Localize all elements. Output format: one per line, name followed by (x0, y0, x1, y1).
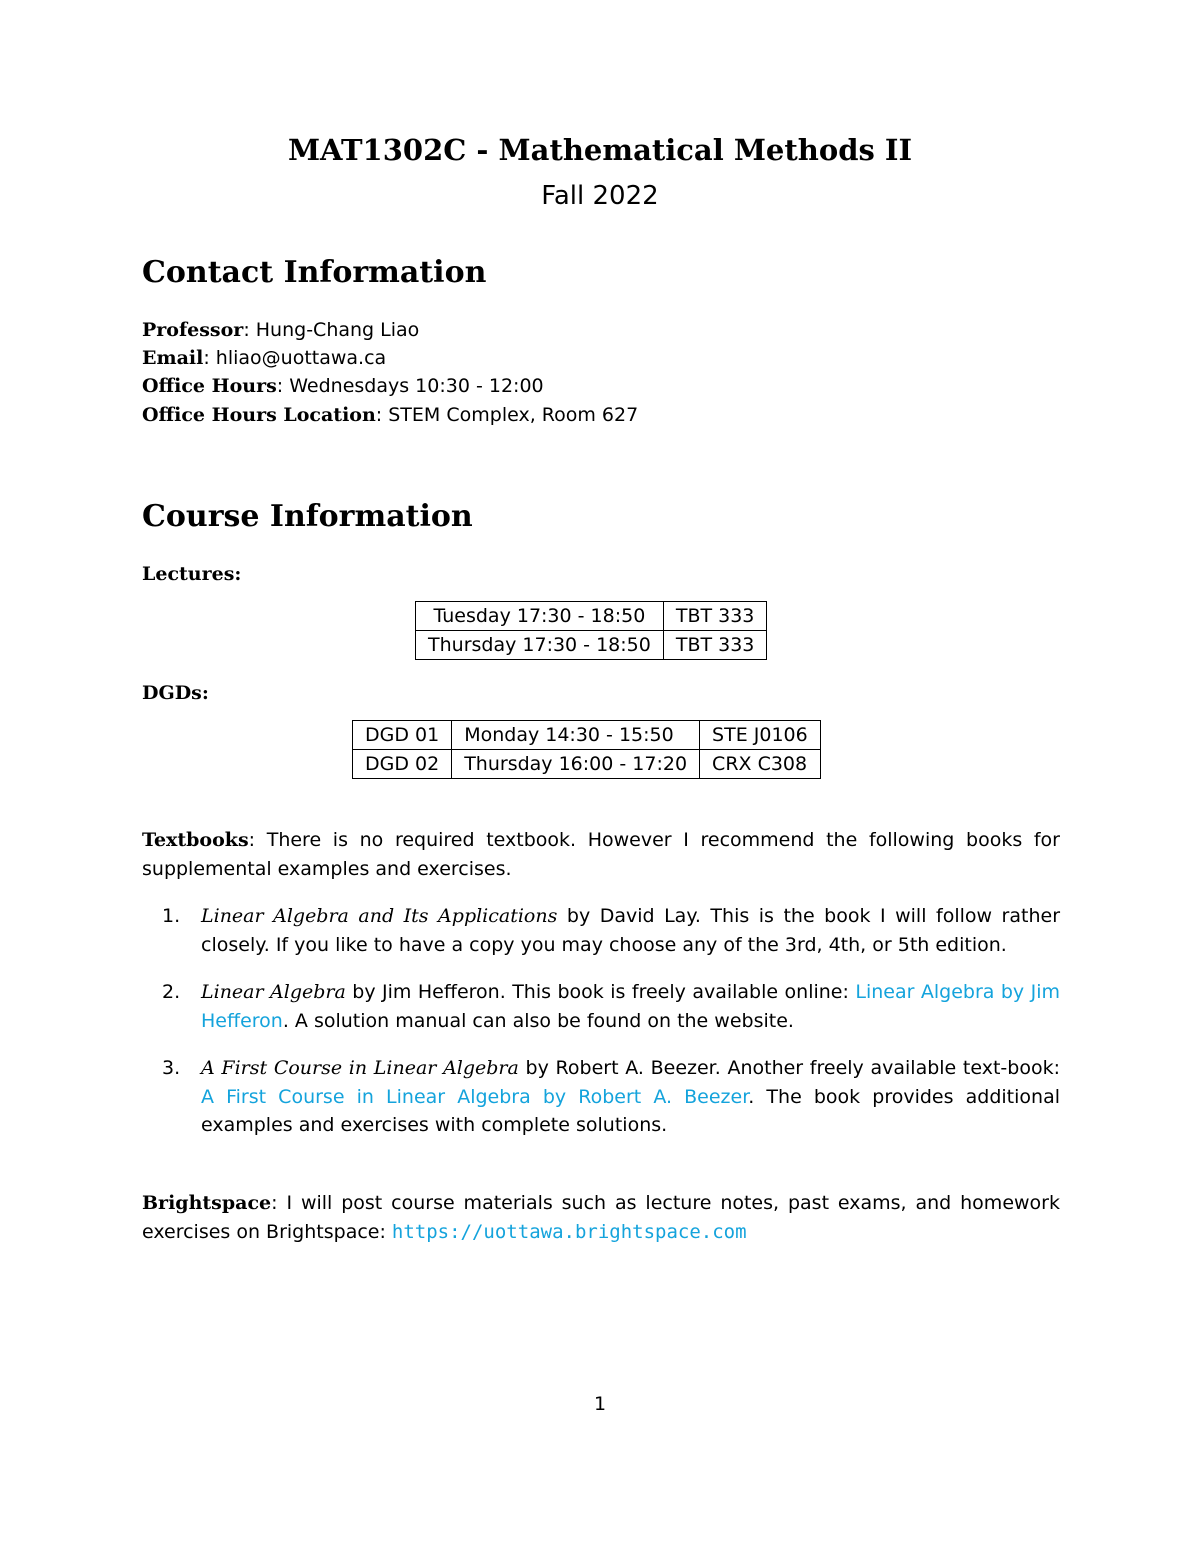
textbooks-paragraph: Textbooks: There is no required textbook. However I recommend the following books for supplemental examples and exercises. (142, 829, 1060, 880)
book-description: by Robert A. Beezer. Another freely available text-book: (518, 1057, 1060, 1079)
list-item (142, 1054, 1060, 1140)
office-location-value: STEM Complex, Room 627 (388, 404, 639, 426)
textbooks-label: Textbooks (142, 829, 249, 851)
book-description-end: . A solution manual can also be found on the website. (282, 1009, 794, 1032)
textbook-list (142, 902, 1060, 1159)
email-label: Email (142, 347, 204, 369)
list-item (142, 902, 1060, 959)
brightspace-text: I will post course materials such as lecture notes, past exams, and homework exercises on Brightspace: (142, 1192, 1060, 1243)
lecture-time: Thursday 17:30 - 18:50 (416, 631, 664, 660)
dgd-room: STE J0106 (700, 721, 821, 750)
dgd-group: DGD 02 (353, 750, 452, 779)
page-number: 1 (593, 1393, 607, 1415)
lectures-label: Lectures: (142, 563, 242, 585)
beezer-link[interactable]: A First Course in Linear Algebra by Robert A. Beezer (201, 1085, 749, 1108)
table-row (353, 750, 821, 779)
list-number: 1. (162, 905, 181, 927)
professor-label: Professor (142, 319, 244, 341)
professor-name: Hung-Chang Liao (255, 319, 420, 341)
office-location-label: Office Hours Location (142, 404, 376, 426)
book-title: Linear Algebra (201, 981, 346, 1003)
dgds-table (352, 720, 821, 779)
hefferon-link[interactable]: Linear Algebra by Jim Hefferon (201, 981, 1061, 1032)
dgd-time: Thursday 16:00 - 17:20 (452, 750, 700, 779)
professor-line: Professor: Hung-Chang Liao (142, 319, 420, 341)
list-item (142, 978, 1060, 1035)
brightspace-paragraph: Brightspace: I will post course materials such as lecture notes, past exams, and homework exercises on Brightspace: https://uottawa.brightspace.com (142, 1192, 1060, 1243)
dgd-group: DGD 01 (353, 721, 452, 750)
course-title: MAT1302C - Mathematical Methods II (287, 133, 913, 167)
dgd-time: Monday 14:30 - 15:50 (452, 721, 700, 750)
lecture-room: TBT 333 (663, 631, 767, 660)
email-line: Email: hliao@uottawa.ca (142, 347, 387, 369)
book-title: Linear Algebra and Its Applications (201, 905, 558, 927)
lecture-time: Tuesday 17:30 - 18:50 (416, 602, 664, 631)
office-hours-line: Office Hours: Wednesdays 10:30 - 12:00 (142, 375, 544, 397)
book-description: by David Lay. This is the book I will follow rather closely. If you like to have a copy you may choose any of the 3rd, 4th, or 5th edition. (201, 905, 1061, 956)
email-value: hliao@uottawa.ca (215, 347, 387, 369)
office-hours-label: Office Hours (142, 375, 277, 397)
book-title: A First Course in Linear Algebra (201, 1057, 519, 1079)
list-number: 2. (162, 981, 181, 1003)
brightspace-link[interactable]: https://uottawa.brightspace.com (391, 1220, 747, 1243)
dgd-room: CRX C308 (700, 750, 821, 779)
table-row (353, 721, 821, 750)
brightspace-label: Brightspace (142, 1192, 272, 1214)
office-location-line: Office Hours Location: STEM Complex, Room 627 (142, 404, 639, 426)
book-description: by Jim Hefferon. This book is freely available online: (345, 981, 856, 1003)
textbooks-intro: There is no required textbook. However I recommend the following books for supplemental examples and exercises. (142, 829, 1060, 880)
list-number: 3. (162, 1057, 181, 1079)
course-term: Fall 2022 (541, 181, 659, 211)
office-hours-value: Wednesdays 10:30 - 12:00 (289, 375, 544, 397)
lecture-room: TBT 333 (663, 602, 767, 631)
book-description-end: . The book provides additional examples and exercises with complete solutions. (201, 1085, 1060, 1136)
dgds-label: DGDs: (142, 682, 209, 704)
lectures-table (415, 601, 767, 660)
course-heading: Course Information (142, 499, 473, 534)
contact-heading: Contact Information (142, 255, 487, 290)
table-row (416, 602, 767, 631)
table-row (416, 631, 767, 660)
